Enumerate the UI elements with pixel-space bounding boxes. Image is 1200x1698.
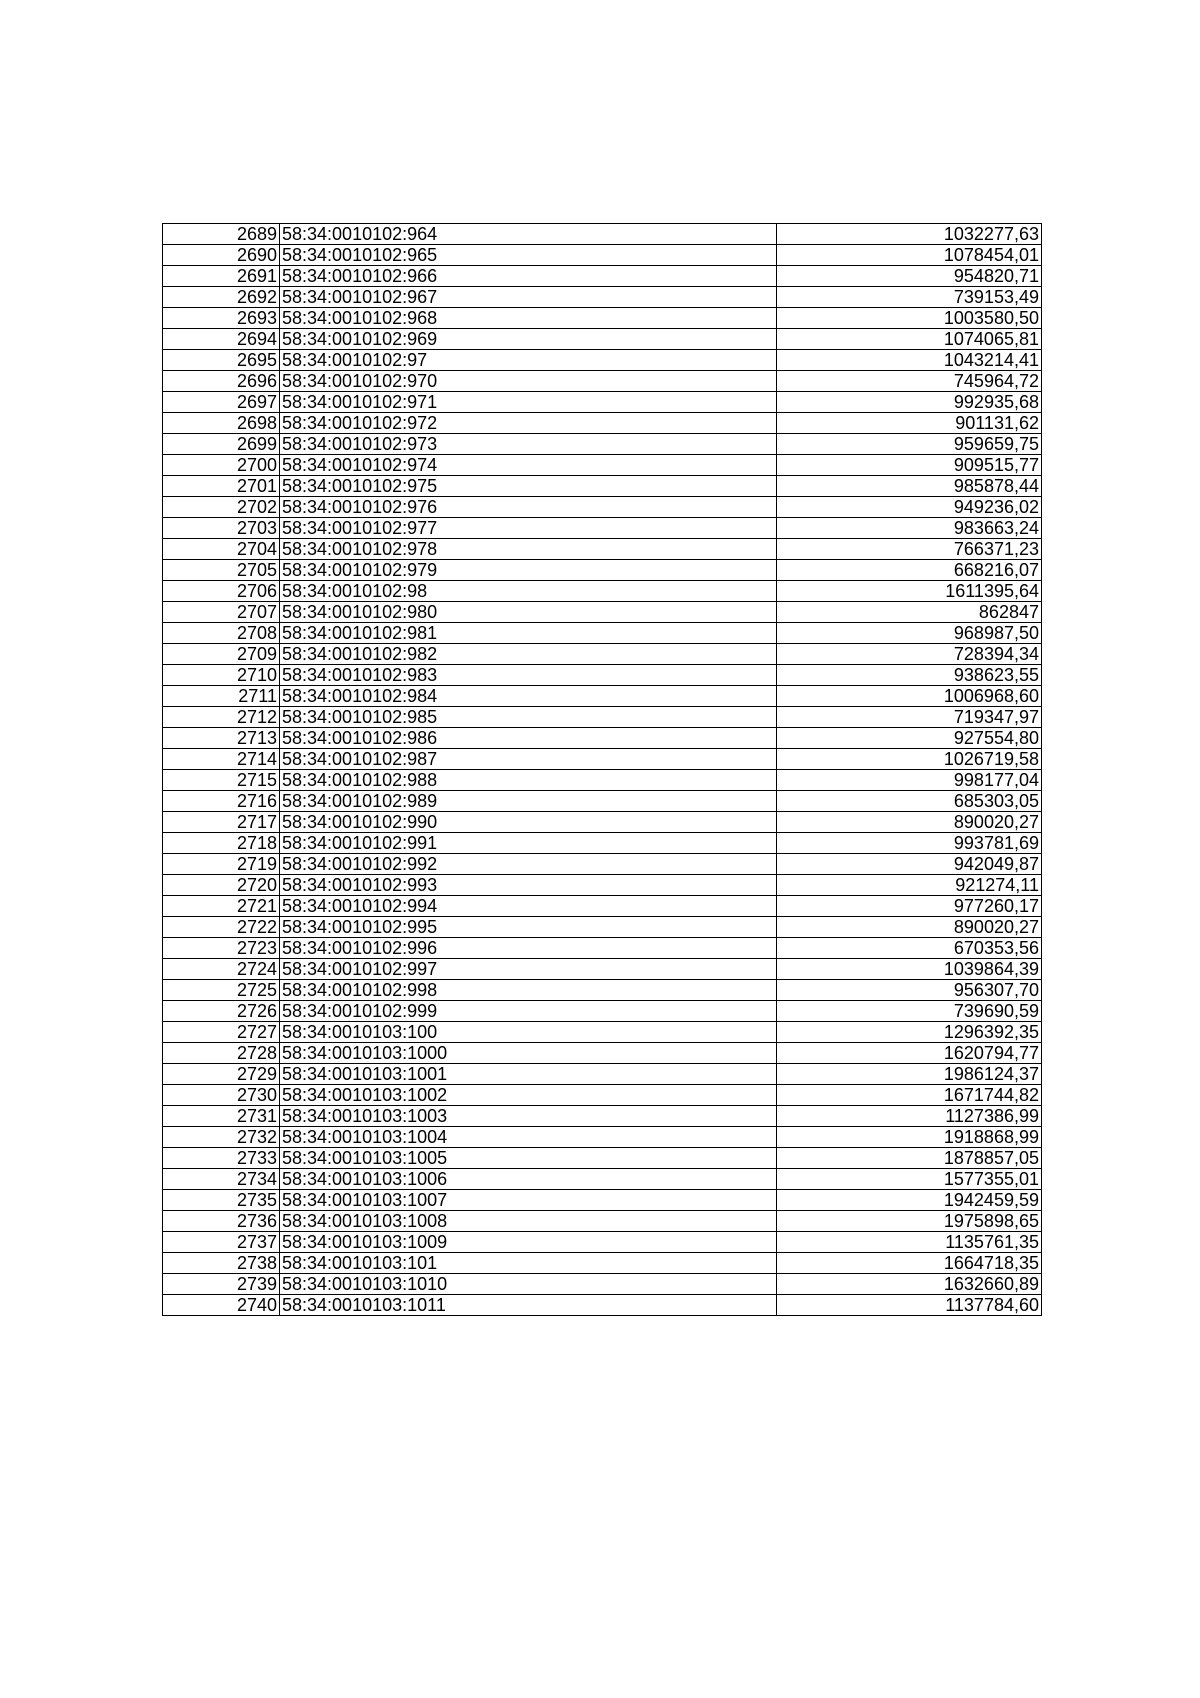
row-number-cell: 2735 [163,1190,280,1211]
table-row [163,1232,1042,1253]
table-row [163,1001,1042,1022]
row-number-cell: 2699 [163,434,280,455]
table-row [163,896,1042,917]
table-row [163,350,1042,371]
table-row [163,371,1042,392]
value-cell: 1127386,99 [777,1106,1042,1127]
cadastral-number-cell: 58:34:0010103:1005 [280,1148,777,1169]
value-cell: 668216,07 [777,560,1042,581]
table-row [163,1064,1042,1085]
table-row [163,938,1042,959]
cadastral-number-cell: 58:34:0010102:967 [280,287,777,308]
cadastral-number-cell: 58:34:0010102:999 [280,1001,777,1022]
row-number-cell: 2724 [163,959,280,980]
cadastral-number-cell: 58:34:0010103:101 [280,1253,777,1274]
table-row [163,1190,1042,1211]
value-cell: 1039864,39 [777,959,1042,980]
value-cell: 1611395,64 [777,581,1042,602]
value-cell: 1078454,01 [777,245,1042,266]
row-number-cell: 2715 [163,770,280,791]
cadastral-number-cell: 58:34:0010102:965 [280,245,777,266]
row-number-cell: 2712 [163,707,280,728]
cadastral-number-cell: 58:34:0010102:974 [280,455,777,476]
value-cell: 1006968,60 [777,686,1042,707]
cadastral-number-cell: 58:34:0010103:1004 [280,1127,777,1148]
row-number-cell: 2740 [163,1295,280,1316]
cadastral-number-cell: 58:34:0010102:971 [280,392,777,413]
cadastral-number-cell: 58:34:0010102:981 [280,623,777,644]
table-row [163,833,1042,854]
value-cell: 1577355,01 [777,1169,1042,1190]
table-row [163,602,1042,623]
table-row [163,329,1042,350]
value-cell: 993781,69 [777,833,1042,854]
table-row [163,224,1042,245]
cadastral-number-cell: 58:34:0010102:97 [280,350,777,371]
row-number-cell: 2714 [163,749,280,770]
row-number-cell: 2732 [163,1127,280,1148]
table-row [163,686,1042,707]
table-row [163,497,1042,518]
row-number-cell: 2692 [163,287,280,308]
value-cell: 968987,50 [777,623,1042,644]
cadastral-number-cell: 58:34:0010102:994 [280,896,777,917]
value-cell: 890020,27 [777,812,1042,833]
row-number-cell: 2704 [163,539,280,560]
row-number-cell: 2690 [163,245,280,266]
row-number-cell: 2693 [163,308,280,329]
row-number-cell: 2698 [163,413,280,434]
table-row [163,1274,1042,1295]
value-cell: 1878857,05 [777,1148,1042,1169]
value-cell: 1296392,35 [777,1022,1042,1043]
row-number-cell: 2730 [163,1085,280,1106]
value-cell: 956307,70 [777,980,1042,1001]
cadastral-number-cell: 58:34:0010102:966 [280,266,777,287]
table-row [163,644,1042,665]
table-row [163,245,1042,266]
cadastral-number-cell: 58:34:0010102:990 [280,812,777,833]
row-number-cell: 2713 [163,728,280,749]
table-row [163,539,1042,560]
value-cell: 927554,80 [777,728,1042,749]
row-number-cell: 2695 [163,350,280,371]
cadastral-number-cell: 58:34:0010103:1001 [280,1064,777,1085]
cadastral-number-cell: 58:34:0010102:989 [280,791,777,812]
cadastral-number-cell: 58:34:0010102:984 [280,686,777,707]
table-row [163,266,1042,287]
cadastral-number-cell: 58:34:0010102:973 [280,434,777,455]
row-number-cell: 2705 [163,560,280,581]
row-number-cell: 2697 [163,392,280,413]
value-cell: 1975898,65 [777,1211,1042,1232]
table-row [163,1022,1042,1043]
cadastral-number-cell: 58:34:0010103:1002 [280,1085,777,1106]
table-row [163,1169,1042,1190]
row-number-cell: 2718 [163,833,280,854]
cadastral-number-cell: 58:34:0010103:100 [280,1022,777,1043]
row-number-cell: 2694 [163,329,280,350]
table-row [163,980,1042,1001]
value-cell: 1003580,50 [777,308,1042,329]
row-number-cell: 2720 [163,875,280,896]
cadastral-number-cell: 58:34:0010102:995 [280,917,777,938]
table-row [163,308,1042,329]
table-row [163,665,1042,686]
row-number-cell: 2737 [163,1232,280,1253]
cadastral-number-cell: 58:34:0010102:986 [280,728,777,749]
value-cell: 1632660,89 [777,1274,1042,1295]
cadastral-number-cell: 58:34:0010103:1007 [280,1190,777,1211]
row-number-cell: 2726 [163,1001,280,1022]
cadastral-number-cell: 58:34:0010102:997 [280,959,777,980]
value-cell: 739153,49 [777,287,1042,308]
value-cell: 862847 [777,602,1042,623]
table-row [163,917,1042,938]
cadastral-number-cell: 58:34:0010102:968 [280,308,777,329]
row-number-cell: 2716 [163,791,280,812]
row-number-cell: 2717 [163,812,280,833]
table-row [163,791,1042,812]
value-cell: 1671744,82 [777,1085,1042,1106]
table-row [163,1043,1042,1064]
cadastral-number-cell: 58:34:0010102:978 [280,539,777,560]
table-row [163,287,1042,308]
table-row [163,581,1042,602]
value-cell: 1074065,81 [777,329,1042,350]
row-number-cell: 2728 [163,1043,280,1064]
table-row [163,770,1042,791]
cadastral-number-cell: 58:34:0010102:996 [280,938,777,959]
table-row [163,413,1042,434]
table-row [163,1253,1042,1274]
table-row [163,749,1042,770]
value-cell: 959659,75 [777,434,1042,455]
value-cell: 938623,55 [777,665,1042,686]
cadastral-number-cell: 58:34:0010102:987 [280,749,777,770]
cadastral-number-cell: 58:34:0010103:1006 [280,1169,777,1190]
cadastral-number-cell: 58:34:0010103:1008 [280,1211,777,1232]
value-cell: 954820,71 [777,266,1042,287]
row-number-cell: 2696 [163,371,280,392]
table-row [163,560,1042,581]
row-number-cell: 2727 [163,1022,280,1043]
value-cell: 942049,87 [777,854,1042,875]
cadastral-number-cell: 58:34:0010102:977 [280,518,777,539]
value-cell: 766371,23 [777,539,1042,560]
cadastral-number-cell: 58:34:0010102:98 [280,581,777,602]
row-number-cell: 2700 [163,455,280,476]
value-cell: 745964,72 [777,371,1042,392]
value-cell: 739690,59 [777,1001,1042,1022]
row-number-cell: 2709 [163,644,280,665]
cadastral-number-cell: 58:34:0010103:1003 [280,1106,777,1127]
table-row [163,518,1042,539]
cadastral-number-cell: 58:34:0010103:1011 [280,1295,777,1316]
value-cell: 921274,11 [777,875,1042,896]
value-cell: 909515,77 [777,455,1042,476]
row-number-cell: 2734 [163,1169,280,1190]
table-row [163,1295,1042,1316]
cadastral-number-cell: 58:34:0010103:1010 [280,1274,777,1295]
table-row [163,728,1042,749]
cadastral-number-cell: 58:34:0010102:964 [280,224,777,245]
row-number-cell: 2689 [163,224,280,245]
table-row [163,476,1042,497]
value-cell: 1135761,35 [777,1232,1042,1253]
row-number-cell: 2738 [163,1253,280,1274]
value-cell: 992935,68 [777,392,1042,413]
row-number-cell: 2725 [163,980,280,1001]
value-cell: 1620794,77 [777,1043,1042,1064]
row-number-cell: 2736 [163,1211,280,1232]
table-row [163,707,1042,728]
value-cell: 728394,34 [777,644,1042,665]
table-row [163,854,1042,875]
cadastral-number-cell: 58:34:0010102:976 [280,497,777,518]
table-row [163,959,1042,980]
value-cell: 1942459,59 [777,1190,1042,1211]
cadastral-number-cell: 58:34:0010102:969 [280,329,777,350]
value-cell: 977260,17 [777,896,1042,917]
cadastral-number-cell: 58:34:0010102:979 [280,560,777,581]
value-cell: 998177,04 [777,770,1042,791]
row-number-cell: 2729 [163,1064,280,1085]
cadastral-number-cell: 58:34:0010102:982 [280,644,777,665]
value-cell: 949236,02 [777,497,1042,518]
value-cell: 1664718,35 [777,1253,1042,1274]
row-number-cell: 2708 [163,623,280,644]
row-number-cell: 2691 [163,266,280,287]
value-cell: 901131,62 [777,413,1042,434]
table-row [163,623,1042,644]
value-cell: 1043214,41 [777,350,1042,371]
table-row [163,1211,1042,1232]
table-row [163,1148,1042,1169]
cadastral-number-cell: 58:34:0010102:993 [280,875,777,896]
row-number-cell: 2722 [163,917,280,938]
value-cell: 983663,24 [777,518,1042,539]
row-number-cell: 2702 [163,497,280,518]
cadastral-number-cell: 58:34:0010103:1009 [280,1232,777,1253]
row-number-cell: 2719 [163,854,280,875]
table-row [163,434,1042,455]
value-cell: 985878,44 [777,476,1042,497]
table-row [163,455,1042,476]
cadastral-number-cell: 58:34:0010102:985 [280,707,777,728]
value-cell: 1986124,37 [777,1064,1042,1085]
value-cell: 1137784,60 [777,1295,1042,1316]
cadastral-number-cell: 58:34:0010102:988 [280,770,777,791]
value-cell: 1032277,63 [777,224,1042,245]
cadastral-number-cell: 58:34:0010103:1000 [280,1043,777,1064]
row-number-cell: 2710 [163,665,280,686]
value-cell: 1026719,58 [777,749,1042,770]
table-row [163,392,1042,413]
cadastral-number-cell: 58:34:0010102:998 [280,980,777,1001]
row-number-cell: 2707 [163,602,280,623]
value-cell: 719347,97 [777,707,1042,728]
cadastral-number-cell: 58:34:0010102:992 [280,854,777,875]
row-number-cell: 2721 [163,896,280,917]
row-number-cell: 2703 [163,518,280,539]
cadastral-number-cell: 58:34:0010102:972 [280,413,777,434]
value-cell: 670353,56 [777,938,1042,959]
table-row [163,1106,1042,1127]
row-number-cell: 2731 [163,1106,280,1127]
cadastral-number-cell: 58:34:0010102:970 [280,371,777,392]
table-row [163,812,1042,833]
row-number-cell: 2706 [163,581,280,602]
cadastral-value-table [162,223,1042,1316]
row-number-cell: 2711 [163,686,280,707]
table-row [163,1085,1042,1106]
value-cell: 685303,05 [777,791,1042,812]
row-number-cell: 2701 [163,476,280,497]
row-number-cell: 2733 [163,1148,280,1169]
table-row [163,1127,1042,1148]
row-number-cell: 2723 [163,938,280,959]
cadastral-number-cell: 58:34:0010102:983 [280,665,777,686]
cadastral-number-cell: 58:34:0010102:980 [280,602,777,623]
row-number-cell: 2739 [163,1274,280,1295]
table-body [163,224,1042,1316]
cadastral-number-cell: 58:34:0010102:991 [280,833,777,854]
value-cell: 1918868,99 [777,1127,1042,1148]
cadastral-number-cell: 58:34:0010102:975 [280,476,777,497]
value-cell: 890020,27 [777,917,1042,938]
table-row [163,875,1042,896]
